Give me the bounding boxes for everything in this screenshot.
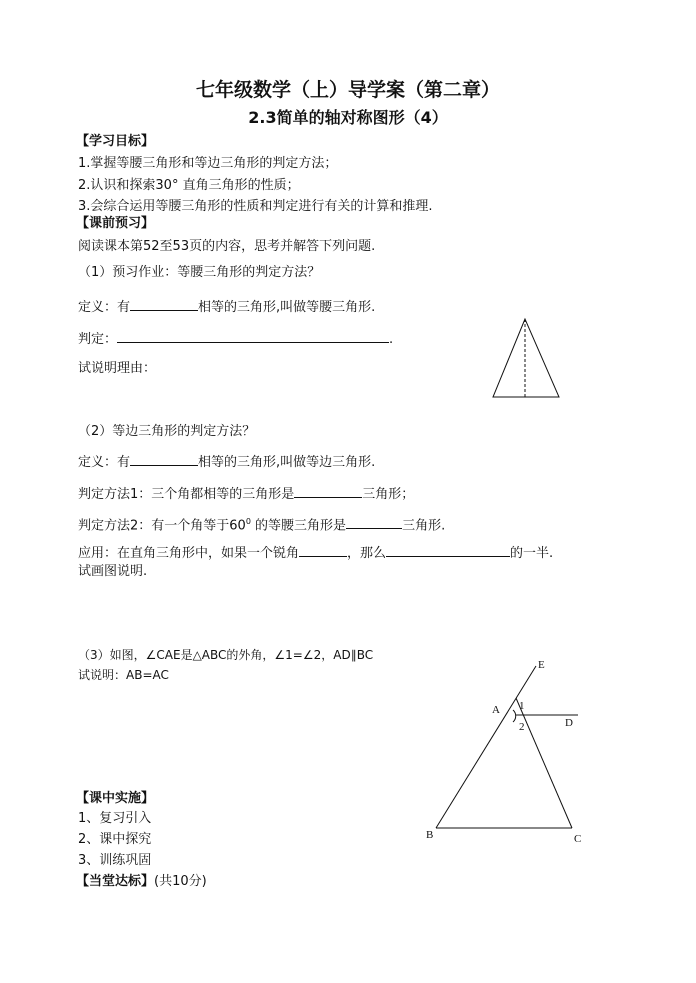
label-e: E bbox=[538, 659, 545, 671]
line-e-b bbox=[436, 666, 536, 828]
goal-item: 2.认识和探索30° 直角三角形的性质； bbox=[78, 178, 300, 193]
answer-blank[interactable] bbox=[294, 484, 362, 498]
exterior-angle-figure bbox=[420, 650, 610, 850]
q3-title: （3）如图，∠CAE是△ABC的外角，∠1=∠2，AD∥BC bbox=[78, 648, 374, 662]
goal-item: 3.会综合运用等腰三角形的性质和判定进行有关的计算和推理. bbox=[78, 199, 433, 214]
q2-draw: 试画图说明. bbox=[78, 564, 148, 579]
label-angle-1: 1 bbox=[519, 700, 525, 712]
inclass-item: 3、训练巩固 bbox=[78, 853, 152, 868]
answer-blank[interactable] bbox=[117, 329, 389, 343]
answer-blank[interactable] bbox=[299, 543, 347, 557]
answer-blank[interactable] bbox=[346, 515, 402, 529]
answer-blank[interactable] bbox=[130, 297, 198, 311]
standard-line bbox=[76, 874, 207, 890]
page-title: 七年级数学（上）导学案（第二章） bbox=[195, 79, 500, 101]
q2-method-1: 判定方法1：三个角都相等的三角形是 三角形； bbox=[78, 484, 414, 503]
standard-score: (共10分) bbox=[154, 874, 207, 889]
inclass-heading: 【课中实施】 bbox=[76, 791, 155, 806]
q2-method-2: 判定方法2：有一个角等于$60^0$ 的等腰三角形是 三角形. bbox=[78, 517, 446, 534]
label-a: A bbox=[492, 704, 500, 716]
goals-heading: 【学习目标】 bbox=[76, 134, 155, 149]
q2-application: 应用：在直角三角形中，如果一个锐角 ，那么 的一半. bbox=[78, 543, 553, 562]
triangle-outline bbox=[493, 319, 559, 397]
q2-definition: 定义：有 相等的三角形,叫做等边三角形. bbox=[78, 452, 375, 471]
lesson-subtitle: 2.3简单的轴对称图形（4） bbox=[248, 108, 448, 127]
q1-judgement: 判定： . bbox=[78, 329, 393, 348]
answer-blank[interactable] bbox=[386, 543, 510, 557]
inclass-item: 1、复习引入 bbox=[78, 811, 152, 826]
isosceles-triangle-figure bbox=[488, 316, 568, 402]
preview-intro: 阅读课本第52至53页的内容，思考并解答下列问题. bbox=[78, 239, 376, 254]
label-angle-2: 2 bbox=[519, 721, 525, 733]
label-c: C bbox=[574, 833, 582, 845]
answer-blank[interactable] bbox=[130, 452, 198, 466]
preview-heading: 【课前预习】 bbox=[76, 216, 155, 231]
goal-item: 1.掌握等腰三角形和等边三角形的判定方法； bbox=[78, 156, 338, 171]
q3-prove: 试说明：AB=AC bbox=[78, 668, 169, 682]
label-b: B bbox=[426, 829, 434, 841]
label-d: D bbox=[565, 717, 573, 729]
q1-reason: 试说明理由： bbox=[78, 361, 157, 376]
line-a-c bbox=[516, 698, 572, 828]
inclass-item: 2、课中探究 bbox=[78, 832, 152, 847]
standard-heading: 【当堂达标】 bbox=[76, 874, 155, 889]
angle-arc bbox=[513, 710, 516, 722]
q1-title: （1）预习作业：等腰三角形的判定方法？ bbox=[78, 265, 321, 280]
q2-title: （2）等边三角形的判定方法？ bbox=[78, 424, 256, 439]
q1-definition: 定义：有 相等的三角形,叫做等腰三角形. bbox=[78, 297, 375, 316]
